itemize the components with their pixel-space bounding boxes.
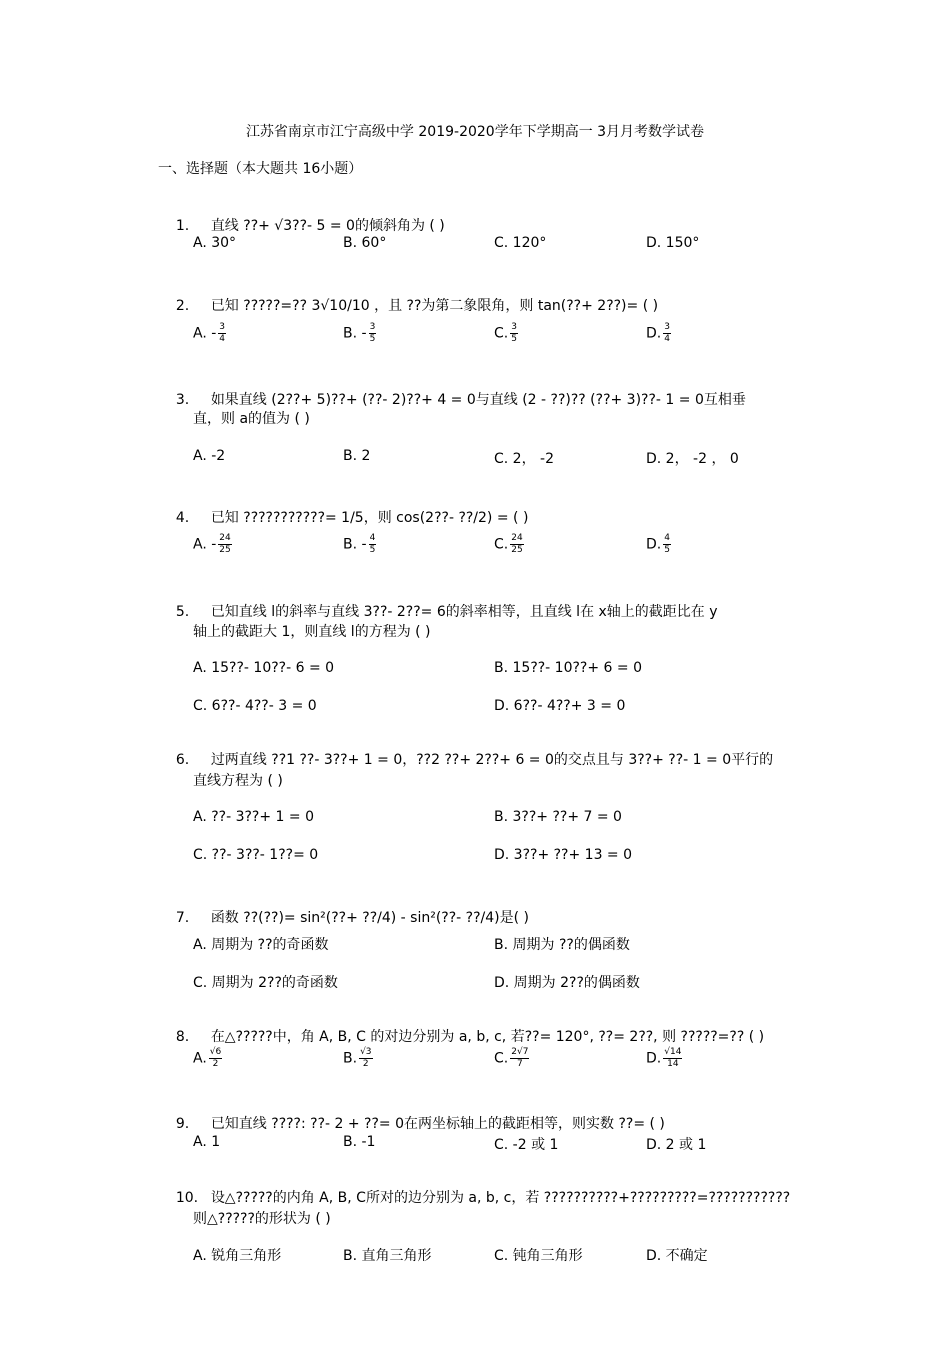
option-b: B. 2 [343, 448, 371, 464]
option-b: B. - $\frac{3}{5}$ [343, 322, 376, 344]
option-a: A. 锐角三角形 [193, 1248, 282, 1264]
option-d: D. 150° [646, 235, 700, 251]
option-a: A. - $\frac{3}{4}$ [193, 322, 226, 344]
option-b: B. - $\frac{4}{5}$ [343, 533, 376, 555]
option-b: B. 周期为 ??的偶函数 [494, 937, 630, 953]
question-stem: 如果直线 (2??+ 5)??+ (??- 2)??+ 4 = 0与直线 (2 - ??)?? (??+ 3)??- 1 = 0互相垂 [210, 392, 746, 408]
question-stem: 已知 ?????=?? 3√10/10 ，且 ??为第二象限角，则 tan(??+ 2??)= ( ) [210, 298, 659, 314]
option-b: B. 直角三角形 [343, 1248, 432, 1264]
option-d: D. $\frac{√14}{14}$ [646, 1047, 682, 1069]
option-c: C. $\frac{2√7}{7}$ [494, 1047, 529, 1069]
option-d: D. $\frac{4}{5}$ [646, 533, 670, 555]
question-number: 8. [175, 1029, 190, 1045]
option-c: C. $\frac{3}{5}$ [494, 322, 517, 344]
option-c: C. 钝角三角形 [494, 1248, 583, 1264]
question-stem: 直线 ??+ √3??- 5 = 0的倾斜角为 ( ) [210, 218, 445, 234]
option-b: B. 3??+ ??+ 7 = 0 [494, 809, 622, 825]
option-d: D. $\frac{3}{4}$ [646, 322, 670, 344]
option-d: D. 3??+ ??+ 13 = 0 [494, 847, 633, 863]
question-2 [158, 279, 658, 331]
section-heading: 一、选择题（本大题共 16小题） [158, 161, 363, 177]
option-b: B. 60° [343, 235, 387, 251]
option-c: C. -2 或 1 [494, 1137, 559, 1153]
question-stem: 已知直线 l的斜率与直线 3??- 2??= 6的斜率相等，且直线 l在 x轴上的截距比在 y [210, 604, 718, 620]
option-d: D. 6??- 4??+ 3 = 0 [494, 698, 626, 714]
page-title: 江苏省南京市江宁高级中学 2019-2020学年下学期高一 3月月考数学试卷 [245, 124, 705, 140]
question-stem: 已知直线 ????: ??- 2 + ??= 0在两坐标轴上的截距相等，则实数 ??= ( ) [210, 1116, 665, 1132]
option-a: A. -2 [193, 448, 226, 464]
option-a: A. ??- 3??+ 1 = 0 [193, 809, 314, 825]
option-d: D. 周期为 2??的偶函数 [494, 975, 640, 991]
question-number: 6. [175, 752, 190, 768]
question-stem: 在△?????中，角 A, B, C 的对边分别为 a, b, c, 若??= 120°, ??= 2??, 则 ?????=?? ( ) [210, 1029, 765, 1045]
question-9 [158, 1097, 665, 1149]
question-stem-continued: 直，则 a的值为 ( ) [193, 411, 310, 427]
option-a: A. - $\frac{24}{25}$ [193, 533, 231, 555]
option-a: A. 1 [193, 1134, 221, 1150]
question-stem: 设△?????的内角 A, B, C所对的边分别为 a, b, c，若 ??????????+?????????=??????????? [210, 1190, 791, 1206]
question-number: 7. [175, 910, 190, 926]
option-d: D. 2 或 1 [646, 1137, 707, 1153]
option-b: B. 15??- 10??+ 6 = 0 [494, 660, 642, 676]
option-d: D. 不确定 [646, 1248, 708, 1264]
option-a: A. 15??- 10??- 6 = 0 [193, 660, 335, 676]
option-c: C. 周期为 2??的奇函数 [193, 975, 338, 991]
option-a: A. 30° [193, 235, 237, 251]
option-b: B. $\frac{√3}{2}$ [343, 1047, 372, 1069]
option-c: C. 6??- 4??- 3 = 0 [193, 698, 317, 714]
option-a: A. $\frac{√6}{2}$ [193, 1047, 222, 1069]
option-c: C. $\frac{24}{25}$ [494, 533, 523, 555]
question-stem-continued: 轴上的截距大 1，则直线 l的方程为 ( ) [193, 624, 431, 640]
option-c: C. 2， -2 [494, 451, 554, 467]
option-c: C. ??- 3??- 1??= 0 [193, 847, 319, 863]
question-number: 2. [175, 298, 190, 314]
question-number: 1. [175, 218, 190, 234]
option-a: A. 周期为 ??的奇函数 [193, 937, 329, 953]
question-number: 10. [175, 1190, 199, 1206]
question-number: 4. [175, 510, 190, 526]
question-stem-continued: 则△?????的形状为 ( ) [193, 1211, 331, 1227]
option-b: B. -1 [343, 1134, 376, 1150]
question-number: 3. [175, 392, 190, 408]
option-c: C. 120° [494, 235, 547, 251]
question-stem: 过两直线 ??1 ??- 3??+ 1 = 0，??2 ??+ 2??+ 6 = 0的交点且与 3??+ ??- 1 = 0平行的 [210, 752, 774, 768]
question-stem: 已知 ???????????= 1/5，则 cos(2??- ??/2) = ( ) [210, 510, 529, 526]
question-number: 9. [175, 1116, 190, 1132]
question-number: 5. [175, 604, 190, 620]
question-stem-continued: 直线方程为 ( ) [193, 773, 283, 789]
option-d: D. 2， -2 ， 0 [646, 451, 739, 467]
question-stem: 函数 ??(??)= sin²(??+ ??/4) - sin²(??- ??/4)是( ) [210, 910, 529, 926]
